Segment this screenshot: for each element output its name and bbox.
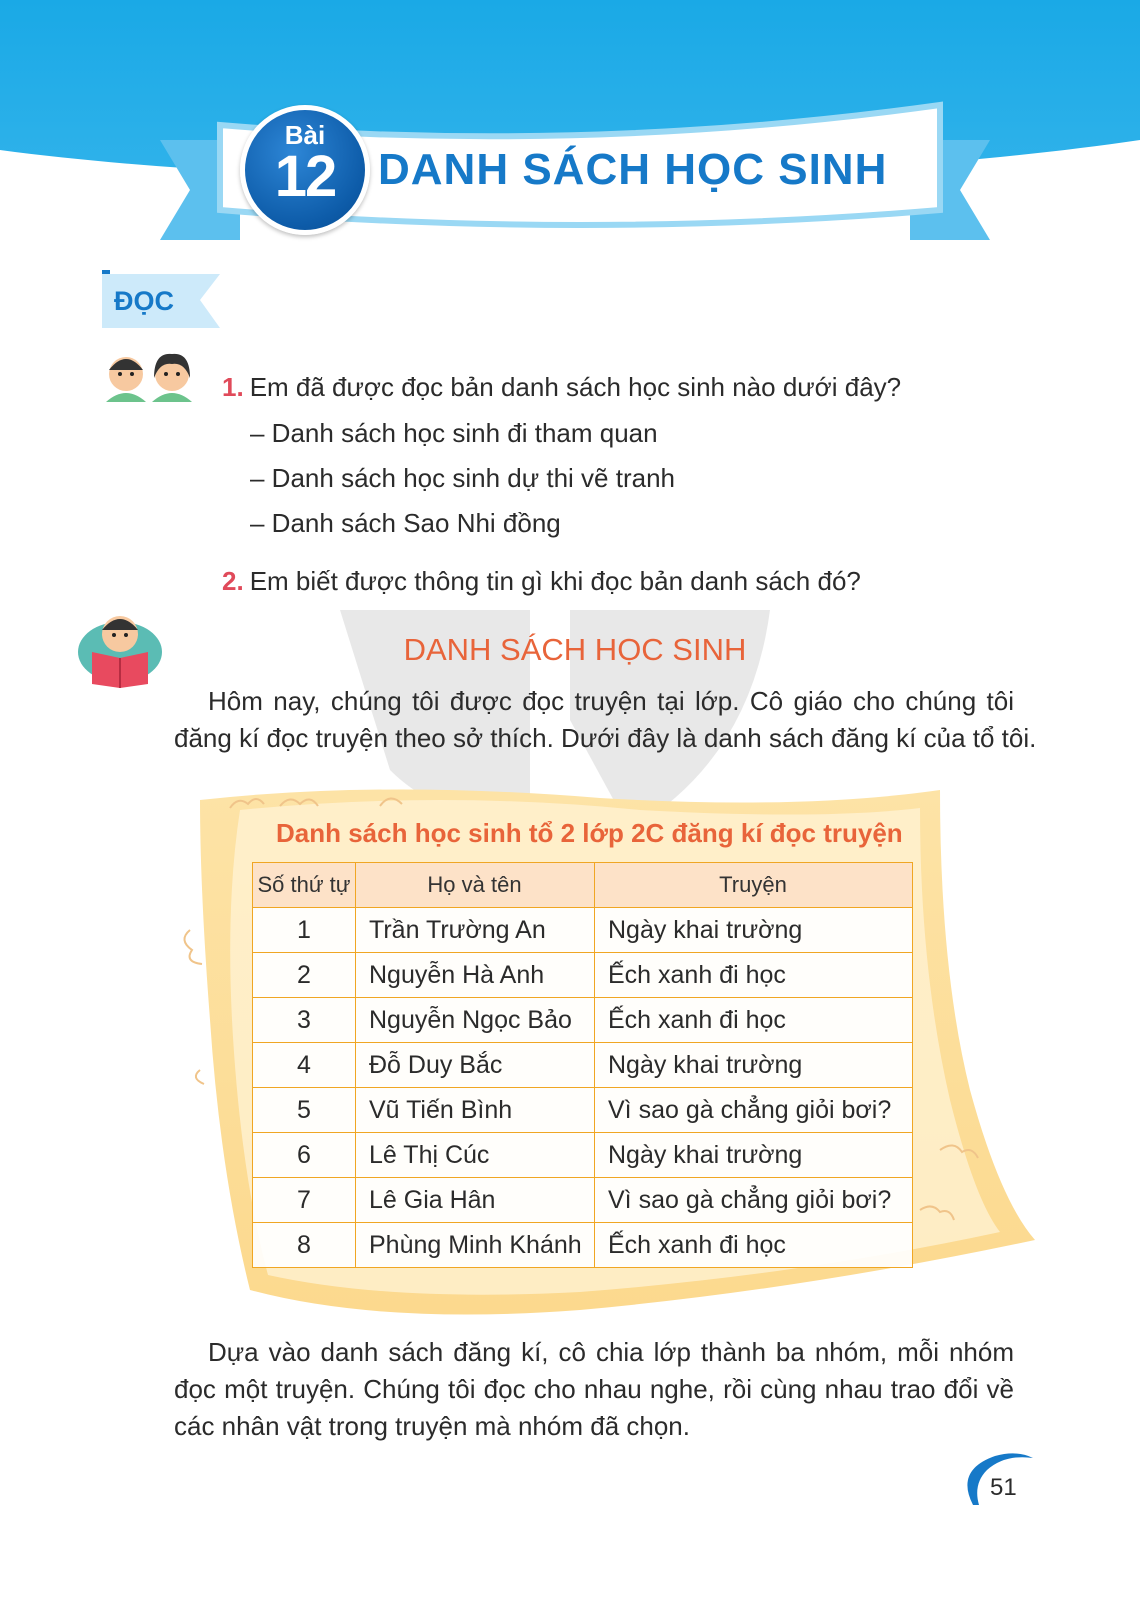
table-row bbox=[253, 1088, 913, 1133]
story-title: Vì sao gà chẳng giỏi bơi? bbox=[595, 1088, 913, 1133]
story-title: Ngày khai trường bbox=[595, 908, 913, 953]
question-2 bbox=[222, 566, 861, 597]
student-name: Lê Gia Hân bbox=[356, 1178, 595, 1223]
story-title: Ngày khai trường bbox=[595, 1043, 913, 1088]
question-1-option: – Danh sách học sinh dự thi vẽ tranh bbox=[250, 463, 675, 493]
question-1-option: – Danh sách Sao Nhi đồng bbox=[250, 508, 561, 538]
row-number: 4 bbox=[253, 1043, 356, 1088]
question-1-option: – Danh sách học sinh đi tham quan bbox=[250, 418, 658, 448]
table-header-row bbox=[253, 863, 913, 908]
question-1 bbox=[222, 372, 901, 403]
student-name: Đỗ Duy Bắc bbox=[356, 1043, 595, 1088]
registration-table bbox=[252, 862, 913, 1268]
row-number: 8 bbox=[253, 1223, 356, 1268]
student-name: Trần Trường An bbox=[356, 908, 595, 953]
story-title: Ếch xanh đi học bbox=[595, 953, 913, 998]
paragraph-line: các nhân vật trong truyện mà nhóm đã chọn. bbox=[174, 1411, 690, 1441]
row-number: 6 bbox=[253, 1133, 356, 1178]
row-number: 5 bbox=[253, 1088, 356, 1133]
reading-paragraph-1 bbox=[174, 683, 1037, 757]
question-2-number: 2. bbox=[222, 566, 244, 596]
column-header: Họ và tên bbox=[356, 863, 595, 908]
story-title: Vì sao gà chẳng giỏi bơi? bbox=[595, 1178, 913, 1223]
lesson-title: DANH SÁCH HỌC SINH bbox=[378, 145, 888, 194]
page-number: 51 bbox=[990, 1474, 1017, 1501]
row-number: 7 bbox=[253, 1178, 356, 1223]
paragraph-line: đăng kí đọc truyện theo sở thích. Dưới đây là danh sách đăng kí của tổ tôi. bbox=[174, 723, 1037, 753]
question-2-text: Em biết được thông tin gì khi đọc bản danh sách đó? bbox=[249, 566, 861, 596]
question-1-text: Em đã được đọc bản danh sách học sinh nào dưới đây? bbox=[249, 372, 902, 402]
table-row bbox=[253, 1133, 913, 1178]
row-number: 2 bbox=[253, 953, 356, 998]
paragraph-line: Dựa vào danh sách đăng kí, cô chia lớp thành ba nhóm, mỗi nhóm bbox=[208, 1337, 1014, 1367]
student-name: Phùng Minh Khánh bbox=[356, 1223, 595, 1268]
column-header: Số thứ tự bbox=[253, 863, 356, 908]
student-name: Nguyễn Ngọc Bảo bbox=[356, 998, 595, 1043]
question-1-number: 1. bbox=[222, 372, 244, 402]
lesson-badge bbox=[240, 105, 370, 235]
paragraph-line: đọc một truyện. Chúng tôi đọc cho nhau nghe, rồi cùng nhau trao đổi về bbox=[174, 1374, 1014, 1404]
table-title: Danh sách học sinh tổ 2 lớp 2C đăng kí đọc truyện bbox=[276, 818, 903, 848]
student-name: Nguyễn Hà Anh bbox=[356, 953, 595, 998]
table-row bbox=[253, 908, 913, 953]
reading-title: DANH SÁCH HỌC SINH bbox=[403, 632, 747, 667]
story-title: Ngày khai trường bbox=[595, 1133, 913, 1178]
column-header: Truyện bbox=[595, 863, 913, 908]
table-row bbox=[253, 1223, 913, 1268]
lesson-label: Bài bbox=[284, 120, 326, 150]
kids-discussion-icon bbox=[104, 352, 196, 402]
story-title: Ếch xanh đi học bbox=[595, 998, 913, 1043]
section-label: ĐỌC bbox=[114, 286, 174, 316]
student-name: Lê Thị Cúc bbox=[356, 1133, 595, 1178]
row-number: 1 bbox=[253, 908, 356, 953]
paragraph-line: Hôm nay, chúng tôi được đọc truyện tại lớp. Cô giáo cho chúng tôi bbox=[208, 686, 1014, 716]
row-number: 3 bbox=[253, 998, 356, 1043]
student-name: Vũ Tiến Bình bbox=[356, 1088, 595, 1133]
lesson-number: 12 bbox=[274, 144, 336, 209]
table-row bbox=[253, 998, 913, 1043]
table-row bbox=[253, 1043, 913, 1088]
reading-paragraph-2 bbox=[174, 1334, 1014, 1445]
table-row bbox=[253, 1178, 913, 1223]
table-row bbox=[253, 953, 913, 998]
story-title: Ếch xanh đi học bbox=[595, 1223, 913, 1268]
